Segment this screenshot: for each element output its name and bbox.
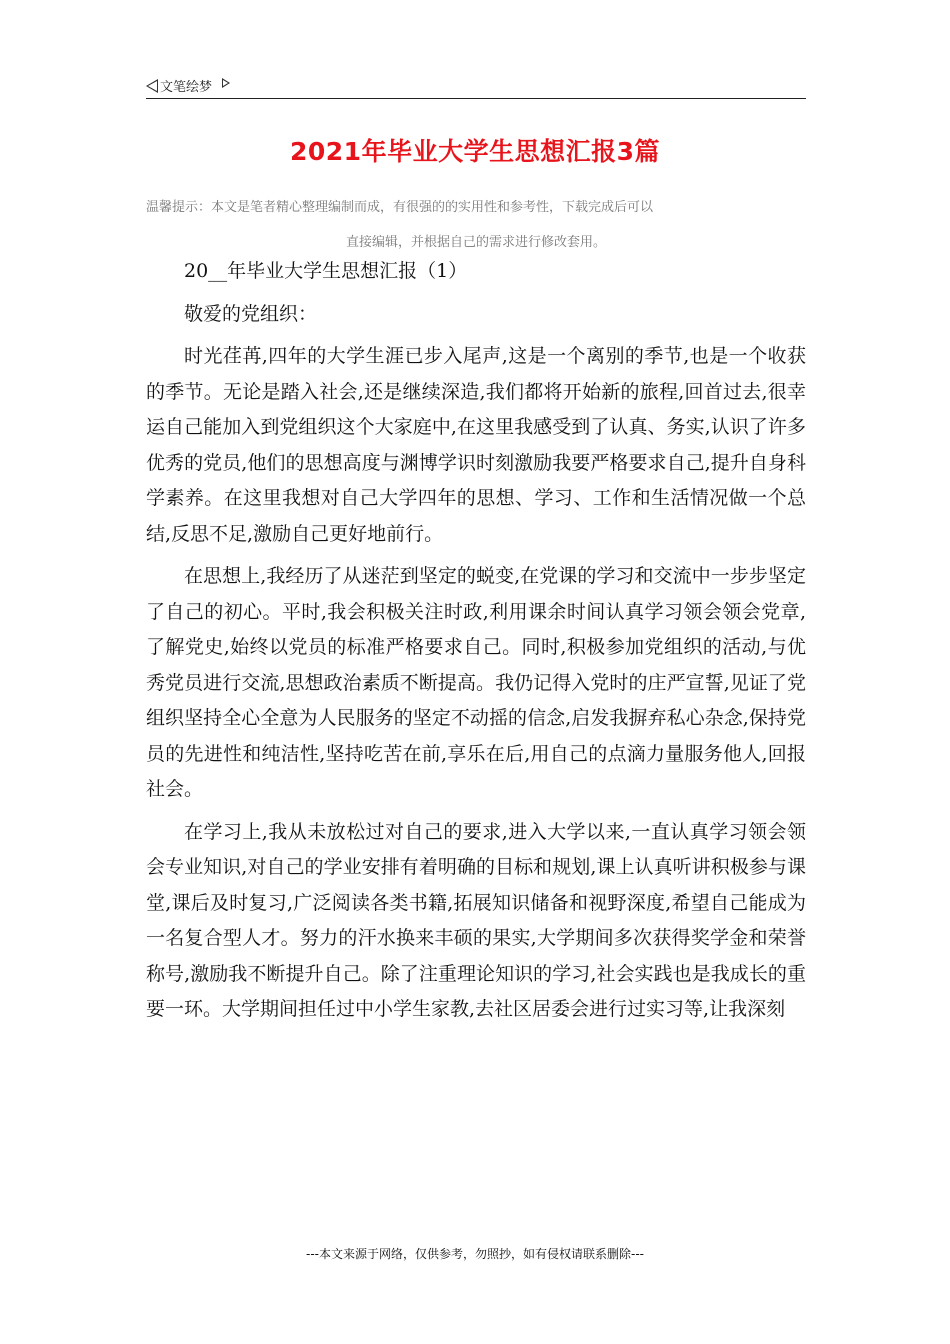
report-subtitle: 20__年毕业大学生思想汇报（1） [184,260,468,282]
salutation: 敬爱的党组织： [184,302,318,325]
header-brand [146,76,230,95]
body-paragraph: 时光荏苒,四年的大学生涯已步入尾声,这是一个离别的季节,也是一个收获的季节。无论是踏入社会,还是继续深造,我们都将开始新的旅程,回首过去,很幸运自己能加入到党组织这个大家庭中,在这里我感受到了认真、务实,认识了许多优秀的党员,他们的思想高度与渊博学识时刻激励我要严格要求自己,提升自身科学素养。在这里我想对自己大学四年的思想、学习、工作和生活情况做一个总结,反思不足,激励自己更好地前行。 [146,345,806,545]
body-paragraph: 在思想上,我经历了从迷茫到坚定的蜕变,在党课的学习和交流中一步步坚定了自己的初心。平时,我会积极关注时政,利用课余时间认真学习领会领会党章,了解党史,始终以党员的标准严格要求自己。同时,积极参加党组织的活动,与优秀党员进行交流,思想政治素质不断提高。我仍记得入党时的庄严宣誓,见证了党组织坚持全心全意为人民服务的坚定不动摇的信念,启发我摒弃私心杂念,保持党员的先进性和纯洁性,坚持吃苦在前,享乐在后,用自己的点滴力量服务他人,回报社会。 [146,565,806,800]
document-body [146,254,806,1028]
notice-line-2: 直接编辑，并根据自己的需求进行修改套用。 [345,235,606,250]
triangle-left-icon [146,79,158,93]
notice-line-1: 温馨提示：本文是笔者精心整理编制而成，有很强的的实用性和参考性，下载完成后可以 [146,200,654,215]
brand-name: 文笔绘梦 [160,80,213,95]
triangle-right-icon [222,78,230,88]
body-paragraph: 在学习上,我从未放松过对自己的要求,进入大学以来,一直认真学习领会领会专业知识,对自己的学业安排有着明确的目标和规划,课上认真听讲积极参与课堂,课后及时复习,广泛阅读各类书籍,拓展知识储备和视野深度,希望自己能成为一名复合型人才。努力的汗水换来丰硕的果实,大学期间多次获得奖学金和荣誉称号,激励我不断提升自己。除了注重理论知识的学习,社会实践也是我成长的重要一环。大学期间担任过中小学生家教,去社区居委会进行过实习等,让我深刻 [146,820,806,1020]
page-header [146,74,806,99]
document-title: 2021年毕业大学生思想汇报3篇 [290,137,660,166]
page-footer: ---本文来源于网络，仅供参考，勿照抄，如有侵权请联系删除--- [306,1247,644,1261]
download-notice [146,190,806,260]
